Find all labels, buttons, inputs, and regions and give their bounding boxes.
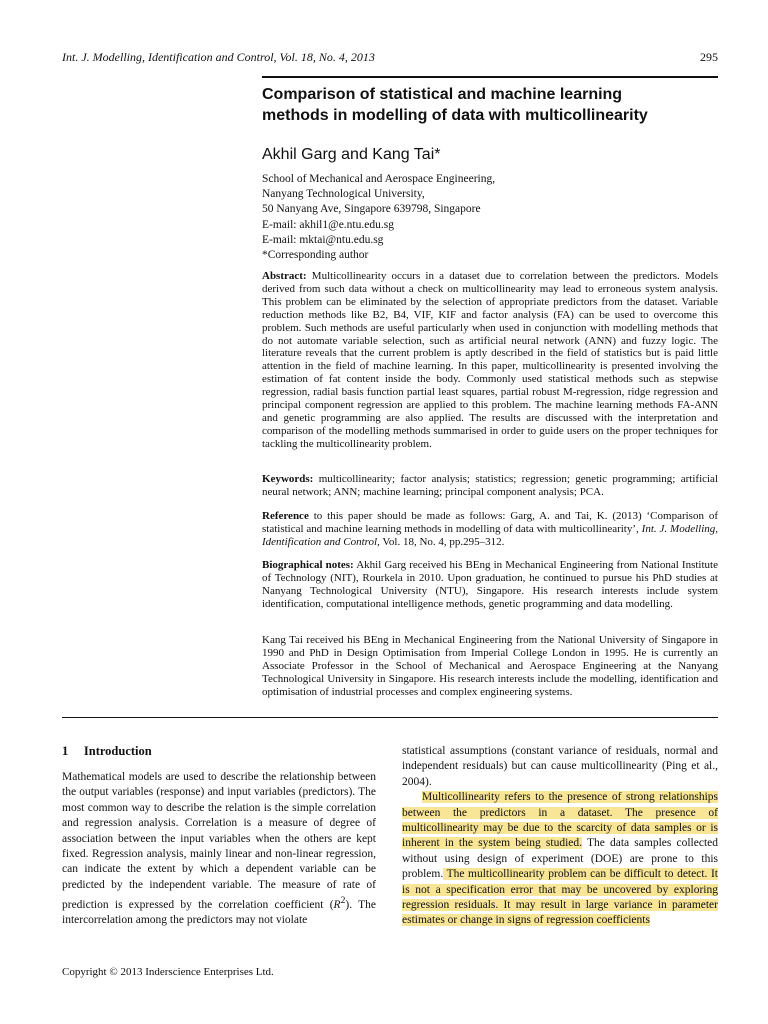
copyright-notice: Copyright © 2013 Inderscience Enterprises Ltd. <box>62 966 274 978</box>
reference-volume: , Vol. 18, No. 4, pp.295–312. <box>377 535 505 548</box>
header-rule <box>262 76 718 78</box>
intro-left-column <box>62 770 376 929</box>
section-heading <box>62 744 152 759</box>
affiliation-university: Nanyang Technological University, <box>262 188 425 201</box>
bio-tai: Kang Tai received his BEng in Mechanical Engineering from the National University of Singapore in 1990 and PhD in Design Optimisation from Imperial College London in 1995. He is currently an Associate Professor in the School of Mechanical and Aerospace Engineering at the Nanyang Technological University in Singapore. His research interests include the modelling, identification and optimisation of industrial processes and complex engineering systems. <box>262 634 718 698</box>
intro-right-para-2 <box>402 790 718 929</box>
abstract-label: Abstract: <box>262 270 307 282</box>
intro-right-plain-text: The data samples collected without using design of experiment (DOE) are prone to this problem. <box>402 837 718 881</box>
abstract <box>262 270 718 451</box>
paper-title-line-2: methods in modelling of data with multicollinearity <box>262 107 648 124</box>
bio-label: Biographical notes: <box>262 559 354 571</box>
paper-title <box>262 84 718 126</box>
intro-right-para-1: statistical assumptions (constant variance of residuals, normal and independent residuals) but can cause multicollinearity (Ping et al., 2004). <box>402 745 718 788</box>
highlighted-text-2: The multicollinearity problem can be difficult to detect. It is not a specification error that may be uncovered by exploring regression residuals. It may result in large variance in parameter estimates or change in signs of regression coefficients <box>402 868 718 927</box>
keywords-text: multicollinearity; factor analysis; statistics; regression; genetic programming; artificial neural network; ANN; machine learning; principal component analysis; PCA. <box>262 473 718 498</box>
r-squared-symbol: R <box>333 899 341 912</box>
reference-text: to this paper should be made as follows: Garg, A. and Tai, K. (2013) ‘Comparison of statistical and machine learning methods in modelling of data with multicollinearity’, <box>262 510 718 535</box>
page-number: 295 <box>700 50 718 64</box>
reference-label: Reference <box>262 510 309 522</box>
intro-right-column <box>402 744 718 929</box>
affiliation <box>262 172 718 263</box>
intro-left-text: Mathematical models are used to describe the relationship between the output variables (response) and input variables (predictors). The most common way to describe the relation is the simple correlation and regression analysis. Correlation is a measure of degree of association between the input variables when the others are kept fixed. Regression analysis, mainly linear and non-linear regression, can indicate the extent by which a dependent variable can be predicted by the independent variable. The measure of rate of prediction is expressed by the correlation coefficient ( <box>62 771 376 912</box>
email-2: E-mail: mktai@ntu.edu.sg <box>262 233 384 246</box>
corresponding-author-note: *Corresponding author <box>262 249 369 262</box>
affiliation-address: 50 Nanyang Ave, Singapore 639798, Singapore <box>262 203 481 216</box>
journal-citation: Int. J. Modelling, Identification and Control, Vol. 18, No. 4, 2013 <box>62 50 375 64</box>
keywords <box>262 473 718 499</box>
keywords-label: Keywords: <box>262 473 314 485</box>
highlighted-text-1: Multicollinearity refers to the presence of strong relationships between the predictors in a dataset. The presence of multicollinearity may be due to the scarcity of data samples or is inherent in the system being studied. <box>402 791 718 850</box>
running-header <box>62 50 718 65</box>
bio-garg-text: Akhil Garg received his BEng in Mechanical Engineering from National Institute of Technology (NIT), Rourkela in 2010. Upon graduation, he continued to pursue his PhD studies at Nanyang Technological University (NTU), Singapore. His research interests include system identification, computational intelligence methods, genetic programming and data modelling. <box>262 559 718 610</box>
authors: Akhil Garg and Kang Tai* <box>262 146 441 163</box>
intro-left-text-end: ). The intercorrelation among the predictors may not violate <box>62 899 376 927</box>
bio-garg <box>262 559 718 611</box>
section-title: Introduction <box>83 744 152 758</box>
section-divider <box>62 717 718 718</box>
section-number: 1 <box>62 744 69 758</box>
r-squared-exponent: 2 <box>340 895 346 907</box>
affiliation-school: School of Mechanical and Aerospace Engineering, <box>262 173 496 185</box>
email-1: E-mail: akhil1@e.ntu.edu.sg <box>262 218 394 231</box>
reference <box>262 510 718 549</box>
abstract-text: Multicollinearity occurs in a dataset due to correlation between the predictors. Models derived from such data without a check on multicollinearity may lead to erroneous system analysis. This problem can be eliminated by the selection of appropriate predictors from the dataset. Variable reduction methods like B2, B4, VIF, KIF and factor analysis (FA) can be used to overcome this problem. Such methods are useful particularly when used in conjunction with modelling methods that do not automate variable selection, such as artificial neural network (ANN) and fuzzy logic. The literature reveals that the current problem is aptly described in the field of statistics but is paid little attention in the field of machine learning. In this paper, multicollinearity is presented involving the estimation of fat content inside the body. Commonly used statistical methods such as stepwise regression, radial basis function partial least squares, partial robust M-regression, ridge regression and principal component regression are applied to this problem. The machine learning methods FA-ANN and genetic programming are also applied. The results are discussed with the interpretation and comparison of the modelling methods summarised in order to guide users on the proper techniques for tackling the multicollinearity problem. <box>262 270 718 450</box>
paper-title-line-1: Comparison of statistical and machine learning <box>262 86 623 103</box>
reference-journal: Int. J. Modelling, Identification and Control <box>262 522 719 548</box>
